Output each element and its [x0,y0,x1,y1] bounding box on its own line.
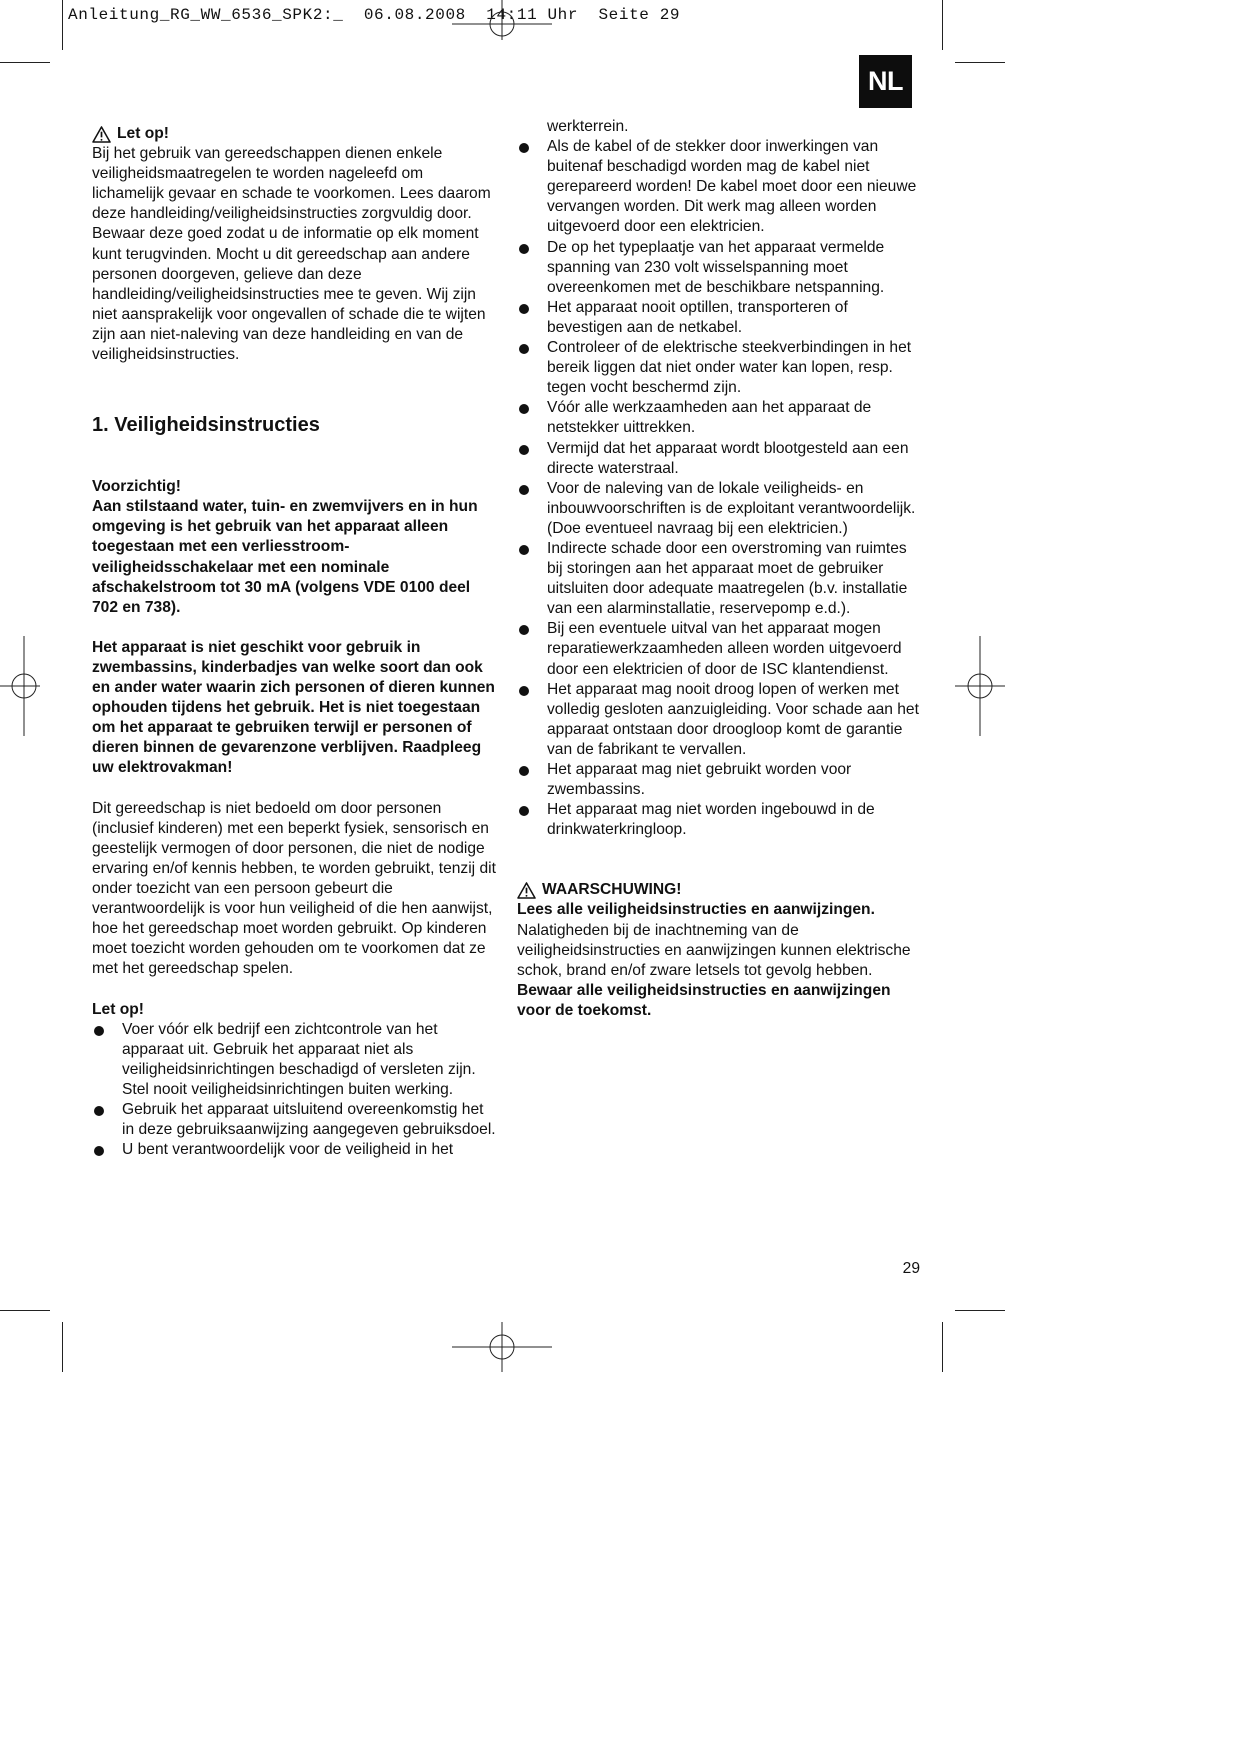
list-item: Indirecte schade door een overstroming van ruimtes bij storingen aan het apparaat moet de gebruiker uitsluiten door adequate maatregelen (b.v. installatie van een alarminstallatie, reservepomp e.d.). [517,539,921,619]
warning-keep-paragraph: Bewaar alle veiligheidsinstructies en aanwijzingen voor de toekomst. [517,981,891,1019]
warning-triangle-icon [92,126,111,143]
warning-triangle-icon [517,882,536,899]
pool-warning-paragraph: Het apparaat is niet geschikt voor gebruik in zwembassins, kinderbadjes van welke soort dan ook en ander water waarin zich personen of dieren kunnen ophouden tijdens het gebruik. Het is niet toegestaan om het apparaat te gebruiken terwijl er personen of dieren binnen de gevarenzone verblijven. Raadpleeg uw elektrovakman! [92,638,495,777]
bullet-icon [519,485,529,495]
bullet-icon [519,404,529,414]
intro-heading [92,124,498,144]
crop-mark-bottom-left-v [62,1322,63,1372]
bullet-icon [94,1106,104,1116]
bullet-icon [519,344,529,354]
crop-mark-top-left-h [0,62,50,63]
list-item: Als de kabel of de stekker door inwerkingen van buitenaf beschadigd worden mag de kabel niet gerepareerd worden! De kabel moet door een nieuwe vervangen worden. Dit werk mag alleen worden uitgevoerd door een elektricien. [517,137,921,237]
list-item: Het apparaat mag nooit droog lopen of werken met volledig gesloten aanzuigleiding. Voor schade aan het apparaat ontstaan door droogloop komt de garantie van de fabrikant te vervallen. [517,680,921,760]
letop-heading: Let op! [92,1000,144,1018]
bullet-icon [519,304,529,314]
bullet-icon [519,143,529,153]
crop-mark-top-right-h [955,62,1005,63]
list-item: Het apparaat mag niet worden ingebouwd in de drinkwaterkringloop. [517,800,921,840]
bullet-icon [519,445,529,455]
right-bullet-list [517,137,921,840]
caution-paragraph: Aan stilstaand water, tuin- en zwemvijvers en in hun omgeving is het gebruik van het apparaat alleen toegestaan met een verliesstroom-veiligheidsschakelaar met een nominale afschakelstroom tot 30 mA (volgens VDE 0100 deel 702 en 738). [92,498,478,616]
page-number: 29 [902,1260,920,1277]
intro-paragraph: Bij het gebruik van gereedschappen dienen enkele veiligheidsmaatregelen te worden nageleefd om lichamelijk gevaar en schade te voorkomen. Lees daarom deze handleiding/veiligheidsinstructies zorgvuldig door. Bewaar deze goed zodat u de informatie op elk moment kunt terugvinden. Mocht u dit gereedschap aan andere personen doorgeven, gelieve dan deze handleiding/veiligheidsinstructies mee te geven. Wij zijn niet aansprakelijk voor ongevallen of schade die te wijten zijn aan niet-naleving van deze handleiding en van de veiligheidsinstructies. [92,145,491,364]
list-item: Het apparaat mag niet gebruikt worden voor zwembassins. [517,760,921,800]
registration-mark-top-icon [452,0,552,40]
list-item: Vóór alle werkzaamheden aan het apparaat de netstekker uittrekken. [517,398,921,438]
language-badge: NL [859,55,912,108]
crop-mark-top-right-v [942,0,943,50]
warning-heading-label: WAARSCHUWING! [542,881,682,899]
registration-mark-bottom-icon [452,1322,552,1372]
crop-mark-bottom-right-h [955,1310,1005,1311]
warning-bold-line: Lees alle veiligheidsinstructies en aanwijzingen. [517,901,875,919]
list-item: Vermijd dat het apparaat wordt blootgesteld aan een directe waterstraal. [517,439,921,479]
caution-heading: Voorzichtig! [92,478,181,496]
warning-heading [517,880,921,900]
crop-mark-top-left-v [62,0,63,50]
bullet-icon [519,545,529,555]
registration-mark-left-icon [0,636,40,736]
list-item: De op het typeplaatje van het apparaat vermelde spanning van 230 volt wisselspanning moet overeenkomen met de beschikbare netspanning. [517,238,921,298]
section-title: 1. Veiligheidsinstructies [92,414,320,437]
bullet-icon [519,244,529,254]
crop-mark-bottom-right-v [942,1322,943,1372]
persons-paragraph: Dit gereedschap is niet bedoeld om door personen (inclusief kinderen) met een beperkt fysiek, sensorisch en geestelijk vermogen of door personen, die niet de nodige ervaring en/of kennis hebben, te worden gebruikt, tenzij dit onder toezicht van een persoon gebeurt die verantwoordelijk is voor hun veiligheid of die hen aanwijst, hoe het gereedschap moet worden gebruikt. Op kinderen moet toezicht worden gehouden om te voorkomen dat ze met het gereedschap spelen. [92,799,496,978]
warning-paragraph: Nalatigheden bij de inachtneming van de veiligheidsinstructies en aanwijzingen kunnen elektrische schok, brand en/of zware letsels tot gevolg hebben. [517,921,911,979]
registration-mark-right-icon [955,636,1005,736]
list-item: Gebruik het apparaat uitsluitend overeenkomstig het in deze gebruiksaanwijzing aangegeven gebruiksdoel. [92,1100,498,1140]
list-item: Het apparaat nooit optillen, transporteren of bevestigen aan de netkabel. [517,298,921,338]
bullet-icon [519,625,529,635]
list-item: Bij een eventuele uitval van het apparaat mogen reparatiewerkzaamheden alleen worden uitgevoerd door een elektricien of door de ISC klantendienst. [517,619,921,679]
bullet-icon [519,686,529,696]
continuation-text: werkterrein. [547,118,629,135]
list-item: Controleer of de elektrische steekverbindingen in het bereik liggen dat niet onder water kan lopen, resp. tegen vocht beschermd zijn. [517,338,921,398]
bullet-icon [94,1146,104,1156]
left-column [92,124,498,1160]
list-item: Voor de naleving van de lokale veiligheids- en inbouwvoorschriften is de exploitant verantwoordelijk. (Doe eventueel navraag bij een elektricien.) [517,479,921,539]
bullet-icon [519,806,529,816]
left-bullet-list [92,1020,498,1161]
list-item: U bent verantwoordelijk voor de veiligheid in het [92,1140,498,1160]
print-header: Anleitung_RG_WW_6536_SPK2:_ 06.08.2008 14:11 Uhr Seite 29 [68,6,681,24]
list-item: Voer vóór elk bedrijf een zichtcontrole van het apparaat uit. Gebruik het apparaat niet als veiligheidsinrichtingen beschadigd of versleten zijn. Stel nooit veiligheidsinrichtingen buiten werking. [92,1020,498,1100]
bullet-icon [519,766,529,776]
bullet-icon [94,1026,104,1036]
right-column [517,117,921,1021]
intro-heading-label: Let op! [117,125,169,142]
crop-mark-bottom-left-h [0,1310,50,1311]
